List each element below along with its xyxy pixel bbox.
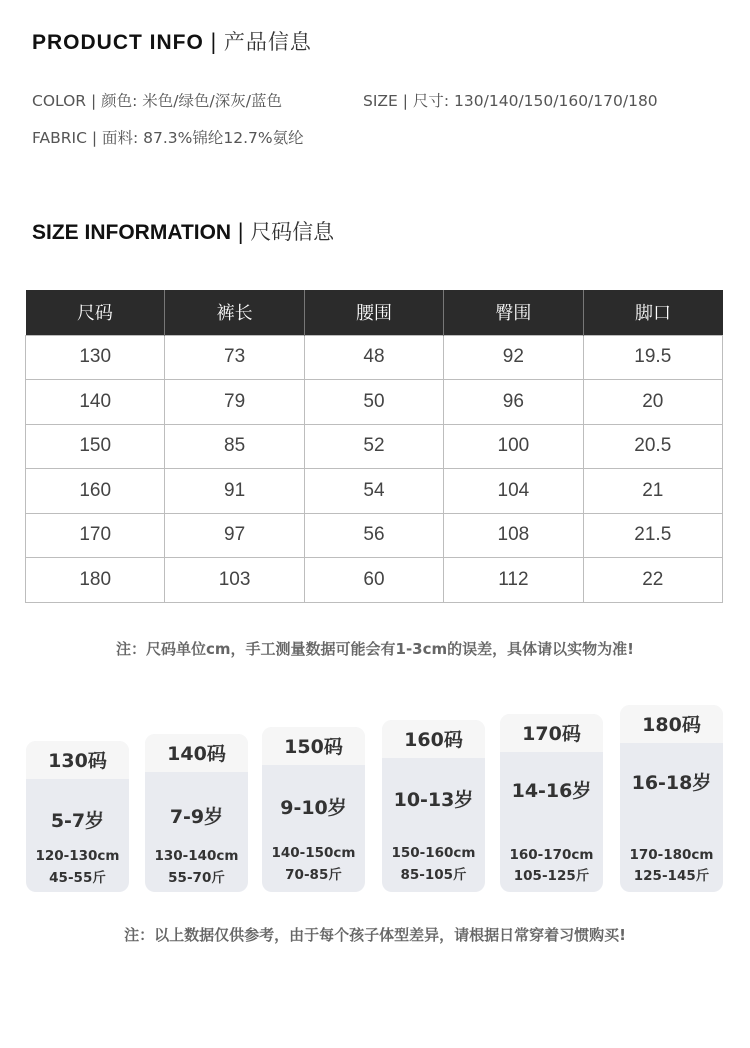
table-cell: 19.5 <box>583 335 722 380</box>
table-cell: 73 <box>165 335 304 380</box>
product-info-title-en: PRODUCT INFO <box>32 31 204 54</box>
table-cell: 91 <box>165 469 304 514</box>
table-cell: 160 <box>26 469 165 514</box>
size-card-170 <box>500 714 603 892</box>
card-weight: 70-85斤 <box>285 867 342 883</box>
table-cell: 180 <box>26 558 165 603</box>
header-leg-opening: 脚口 <box>583 290 722 335</box>
table-cell: 50 <box>304 380 443 425</box>
table-row <box>26 513 723 558</box>
size-card-140 <box>145 734 248 892</box>
size-information-title-zh: 尺码信息 <box>250 220 335 244</box>
header-hip: 臀围 <box>444 290 583 335</box>
table-cell: 20.5 <box>583 424 722 469</box>
card-height: 160-170cm <box>509 847 594 863</box>
table-cell: 56 <box>304 513 443 558</box>
table-cell: 150 <box>26 424 165 469</box>
size-information-title-en: SIZE INFORMATION <box>32 221 232 244</box>
product-info-title-zh: 产品信息 <box>223 30 312 54</box>
table-row <box>26 469 723 514</box>
table-cell: 103 <box>165 558 304 603</box>
table-cell: 54 <box>304 469 443 514</box>
table-header-row <box>26 290 723 335</box>
table-cell: 97 <box>165 513 304 558</box>
table-cell: 52 <box>304 424 443 469</box>
table-cell: 130 <box>26 335 165 380</box>
title-separator: | <box>209 30 218 54</box>
card-weight: 125-145斤 <box>633 868 710 884</box>
table-cell: 170 <box>26 513 165 558</box>
card-weight: 45-55斤 <box>49 870 106 886</box>
table-cell: 108 <box>444 513 583 558</box>
card-age: 5-7岁 <box>50 810 105 832</box>
table-cell: 92 <box>444 335 583 380</box>
header-length: 裤长 <box>165 290 304 335</box>
size-chart-table <box>25 290 723 603</box>
table-cell: 20 <box>583 380 722 425</box>
table-row <box>26 424 723 469</box>
size-card-180 <box>620 705 723 892</box>
card-size-label: 140码 <box>145 734 248 772</box>
product-info-title <box>32 26 312 56</box>
header-size: 尺码 <box>26 290 165 335</box>
card-weight: 85-105斤 <box>400 867 467 883</box>
card-age: 16-18岁 <box>631 772 712 794</box>
card-height: 120-130cm <box>35 848 120 864</box>
table-row <box>26 558 723 603</box>
table-cell: 140 <box>26 380 165 425</box>
table-row <box>26 380 723 425</box>
size-information-title <box>32 216 334 246</box>
title-separator: | <box>237 220 245 244</box>
table-cell: 21.5 <box>583 513 722 558</box>
table-cell: 85 <box>165 424 304 469</box>
card-size-label: 170码 <box>500 714 603 752</box>
table-cell: 22 <box>583 558 722 603</box>
measurement-note: 注：尺码单位cm，手工测量数据可能会有1-3cm的误差，具体请以实物为准! <box>116 640 634 658</box>
table-cell: 100 <box>444 424 583 469</box>
table-cell: 21 <box>583 469 722 514</box>
card-age: 14-16岁 <box>511 780 592 802</box>
reference-note: 注：以上数据仅供参考，由于每个孩子体型差异，请根据日常穿着习惯购买! <box>124 926 626 944</box>
size-spec: SIZE | 尺寸: 130/140/150/160/170/180 <box>363 92 658 110</box>
card-height: 150-160cm <box>391 845 476 861</box>
card-age: 7-9岁 <box>169 806 224 828</box>
table-cell: 96 <box>444 380 583 425</box>
table-row <box>26 335 723 380</box>
size-card-150 <box>262 727 365 892</box>
card-size-label: 180码 <box>620 705 723 743</box>
card-size-label: 150码 <box>262 727 365 765</box>
card-height: 170-180cm <box>629 847 714 863</box>
table-cell: 79 <box>165 380 304 425</box>
table-cell: 48 <box>304 335 443 380</box>
card-height: 130-140cm <box>154 848 239 864</box>
color-spec: COLOR | 颜色: 米色/绿色/深灰/蓝色 <box>32 92 282 110</box>
size-card-130 <box>26 741 129 892</box>
card-size-label: 160码 <box>382 720 485 758</box>
card-weight: 55-70斤 <box>168 870 225 886</box>
card-age: 10-13岁 <box>393 789 474 811</box>
card-size-label: 130码 <box>26 741 129 779</box>
card-weight: 105-125斤 <box>513 868 590 884</box>
size-card-160 <box>382 720 485 892</box>
fabric-spec: FABRIC | 面料: 87.3%锦纶12.7%氨纶 <box>32 129 304 147</box>
card-age: 9-10岁 <box>280 797 347 819</box>
header-waist: 腰围 <box>304 290 443 335</box>
table-cell: 60 <box>304 558 443 603</box>
table-cell: 112 <box>444 558 583 603</box>
card-height: 140-150cm <box>271 845 356 861</box>
table-cell: 104 <box>444 469 583 514</box>
